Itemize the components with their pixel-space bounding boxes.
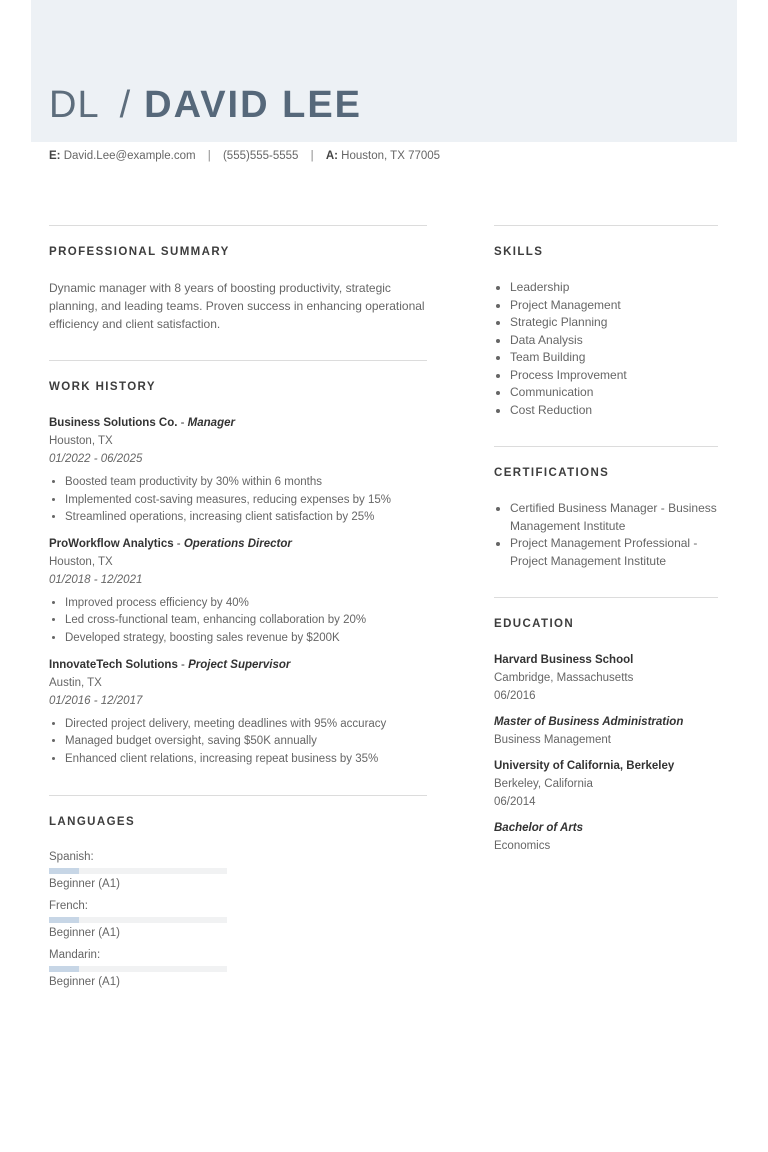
job-role: Project Supervisor — [188, 658, 291, 671]
address-label: A: — [325, 150, 338, 162]
right-column — [494, 225, 718, 882]
job-dates: 01/2016 - 12/2017 — [49, 694, 143, 707]
certifications-list — [494, 500, 718, 570]
language-level: Beginner (A1) — [49, 878, 120, 891]
section-title: CERTIFICATIONS — [494, 467, 610, 479]
language-level: Beginner (A1) — [49, 927, 120, 940]
language-bar — [49, 966, 227, 972]
skill-item: • Team Building — [510, 349, 718, 367]
language-bar-fill — [49, 917, 79, 923]
education-section — [494, 597, 718, 855]
degree-name: Master of Business Administration — [494, 716, 684, 728]
certifications-section — [494, 446, 718, 570]
language-level: Beginner (A1) — [49, 976, 120, 989]
language-bar — [49, 868, 227, 874]
education-entry — [494, 757, 718, 811]
job-location: Austin, TX — [49, 676, 102, 689]
job-dates: 01/2022 - 06/2025 — [49, 453, 143, 465]
job-dates: 01/2018 - 12/2021 — [49, 573, 143, 586]
skill-item: • Strategic Planning — [510, 314, 718, 332]
language-list — [49, 849, 427, 996]
job-bullet: • Directed project delivery, meeting deadlines with 95% accuracy — [65, 716, 427, 734]
contact-separator: | — [310, 150, 314, 162]
job-heading — [49, 656, 427, 674]
language-name: Spanish: — [49, 851, 94, 864]
job-bullets — [49, 716, 427, 769]
language-bar — [49, 917, 227, 923]
phone: (555)555-5555 — [222, 150, 299, 162]
skill-item: • Project Management — [510, 297, 718, 315]
summary-text: Dynamic manager with 8 years of boosting productivity, strategic planning, and leading teams. Proven success in enhancing operational efficiency and client satisfaction. — [49, 281, 425, 331]
contact-separator: | — [207, 150, 211, 162]
job-dash: - — [177, 417, 188, 429]
section-title: SKILLS — [494, 246, 544, 258]
job-bullets — [49, 474, 427, 527]
skills-list — [494, 279, 718, 419]
contact-line — [49, 150, 440, 162]
section-title: WORK HISTORY — [49, 381, 156, 393]
section-title: PROFESSIONAL SUMMARY — [49, 246, 230, 258]
job-heading — [49, 414, 427, 432]
job-bullet: • Managed budget oversight, saving $50K annually — [65, 733, 427, 751]
name-heading — [49, 84, 362, 130]
job-dash: - — [173, 537, 184, 550]
language-item — [49, 898, 227, 941]
work-history-section — [49, 360, 427, 768]
job-entry — [49, 414, 427, 527]
address: Houston, TX 77005 — [341, 150, 441, 162]
job-heading — [49, 535, 427, 553]
school-name: University of California, Berkeley — [494, 760, 675, 772]
section-title: EDUCATION — [494, 618, 575, 630]
job-bullet: • Boosted team productivity by 30% within 6 months — [65, 474, 427, 492]
skill-item: • Data Analysis — [510, 332, 718, 350]
job-role: Operations Director — [183, 537, 292, 550]
job-company: InnovateTech Solutions — [49, 658, 178, 671]
job-bullet: • Led cross-functional team, enhancing collaboration by 20% — [65, 612, 427, 630]
skill-item: • Cost Reduction — [510, 402, 718, 420]
job-dash: - — [177, 658, 189, 671]
job-company: ProWorkflow Analytics — [49, 537, 174, 550]
graduation-date: 06/2016 — [494, 690, 536, 702]
degree-field: Economics — [494, 840, 551, 852]
skill-item: • Communication — [510, 384, 718, 402]
school-location: Berkeley, California — [494, 778, 593, 790]
name-divider: / — [119, 84, 131, 126]
summary-section — [49, 225, 427, 333]
job-bullets — [49, 595, 427, 648]
skills-section — [494, 225, 718, 419]
degree-name: Bachelor of Arts — [494, 822, 584, 834]
job-location: Houston, TX — [49, 435, 113, 447]
job-entry — [49, 656, 427, 769]
language-name: French: — [49, 900, 88, 913]
initials: DL — [49, 84, 100, 126]
language-item — [49, 947, 227, 990]
skill-item: • Process Improvement — [510, 367, 718, 385]
job-bullet: • Enhanced client relations, increasing repeat business by 35% — [65, 751, 427, 769]
job-company: Business Solutions Co. — [49, 417, 178, 429]
school-location: Cambridge, Massachusetts — [494, 672, 634, 684]
section-title: LANGUAGES — [49, 816, 136, 829]
degree-field: Business Management — [494, 734, 611, 746]
language-bar-fill — [49, 868, 79, 874]
languages-section — [49, 795, 427, 996]
education-degree — [494, 819, 718, 855]
education-degree — [494, 713, 718, 749]
left-column — [49, 225, 427, 1023]
language-name: Mandarin: — [49, 949, 101, 962]
school-name: Harvard Business School — [494, 654, 634, 666]
skill-item: • Leadership — [510, 279, 718, 297]
job-bullet: • Implemented cost-saving measures, reducing expenses by 15% — [65, 492, 427, 510]
email-label: E: — [49, 150, 61, 162]
language-bar-fill — [49, 966, 79, 972]
education-entry — [494, 651, 718, 705]
job-bullet: • Streamlined operations, increasing client satisfaction by 25% — [65, 509, 427, 527]
language-item — [49, 849, 227, 892]
job-location: Houston, TX — [49, 555, 113, 568]
email: David.Lee@example.com — [63, 150, 196, 162]
job-role: Manager — [187, 417, 235, 429]
certification-item: • Certified Business Manager - Business Management Institute — [510, 500, 718, 535]
full-name: DAVID LEE — [144, 84, 363, 126]
certification-item: • Project Management Professional - Project Management Institute — [510, 535, 718, 570]
job-bullet: • Developed strategy, boosting sales revenue by $200K — [65, 630, 427, 648]
graduation-date: 06/2014 — [494, 796, 536, 808]
job-entry — [49, 535, 427, 648]
job-bullet: • Improved process efficiency by 40% — [65, 595, 427, 613]
